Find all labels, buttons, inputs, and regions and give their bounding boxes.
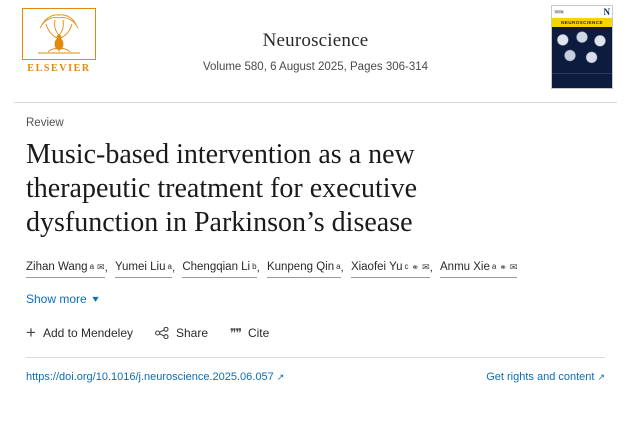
journal-title[interactable]: Neuroscience: [262, 30, 369, 51]
external-link-icon: ↗: [276, 372, 285, 382]
chevron-down-icon: ▾: [92, 293, 99, 305]
author-separator: ,: [256, 262, 263, 274]
author-item[interactable]: [267, 258, 341, 278]
footer-links: [0, 371, 631, 383]
person-icon[interactable]: ⚭: [411, 262, 420, 272]
author-name: Chengqian Li: [182, 261, 251, 273]
author-affiliation-marker: a: [167, 262, 172, 271]
elsevier-wordmark: ELSEVIER: [27, 63, 91, 74]
masthead: [0, 0, 631, 102]
envelope-icon[interactable]: ✉: [509, 262, 518, 272]
cover-letter: N: [603, 6, 610, 17]
author-separator: ,: [429, 262, 437, 274]
rights-text: Get rights and content: [486, 371, 595, 383]
author-affiliation-marker: c: [404, 262, 409, 271]
author-affiliation-marker: a: [491, 262, 497, 271]
author-item[interactable]: [115, 258, 172, 278]
share-button[interactable]: [155, 326, 208, 340]
footer-divider: [26, 357, 605, 358]
document-type-label: Review: [26, 117, 64, 129]
add-to-mendeley-button[interactable]: [26, 323, 133, 342]
author-name: Xiaofei Yu: [350, 261, 403, 273]
author-item[interactable]: [182, 258, 256, 278]
external-link-icon: ↗: [597, 372, 605, 382]
cover-top-bar: [552, 6, 612, 18]
cover-footer: [552, 73, 612, 88]
author-affiliation-marker: a: [89, 262, 95, 271]
author-item[interactable]: [440, 258, 517, 278]
author-separator: ,: [104, 262, 111, 274]
author-name: Zihan Wang: [26, 261, 88, 273]
cover-band-title: NEUROSCIENCE: [552, 18, 612, 27]
journal-info: [0, 30, 631, 73]
author-item[interactable]: [26, 258, 105, 278]
show-more-button[interactable]: [26, 292, 98, 306]
cite-button[interactable]: [230, 326, 269, 340]
author-name: Kunpeng Qin: [266, 261, 335, 273]
get-rights-and-content-link[interactable]: [486, 371, 605, 383]
doi-link[interactable]: [26, 371, 284, 383]
quote-icon: ❞❞: [230, 326, 241, 340]
author-list: [26, 258, 605, 278]
journal-cover-thumbnail[interactable]: [551, 5, 613, 89]
author-item[interactable]: [351, 258, 430, 278]
envelope-icon[interactable]: ✉: [97, 262, 105, 272]
cover-issn-label: ISSN: [555, 10, 564, 14]
plus-icon: +: [26, 323, 36, 342]
person-icon[interactable]: ⚭: [499, 262, 507, 272]
article-block: [0, 103, 631, 340]
author-separator: ,: [171, 262, 179, 274]
author-name: Yumei Liu: [114, 261, 166, 273]
author-name: Anmu Xie: [440, 261, 490, 273]
envelope-icon[interactable]: ✉: [422, 262, 430, 272]
share-label: Share: [176, 326, 209, 340]
journal-issue-line: Volume 580, 6 August 2025, Pages 306-314: [202, 61, 429, 73]
add-to-mendeley-label: Add to Mendeley: [42, 326, 133, 340]
author-affiliation-marker: a: [336, 262, 341, 271]
page-title: Music-based intervention as a new therapeutic treatment for executive dysfunction in Parkinson’s disease: [26, 139, 418, 238]
author-affiliation-marker: b: [252, 262, 257, 271]
cover-artwork: [552, 27, 612, 73]
author-separator: ,: [340, 262, 347, 274]
share-icon: [155, 327, 169, 339]
action-bar: [26, 323, 605, 342]
show-more-label: Show more: [26, 292, 87, 306]
doi-text: https://doi.org/10.1016/j.neuroscience.2025.06.057: [26, 371, 274, 383]
cite-label: Cite: [247, 326, 270, 340]
